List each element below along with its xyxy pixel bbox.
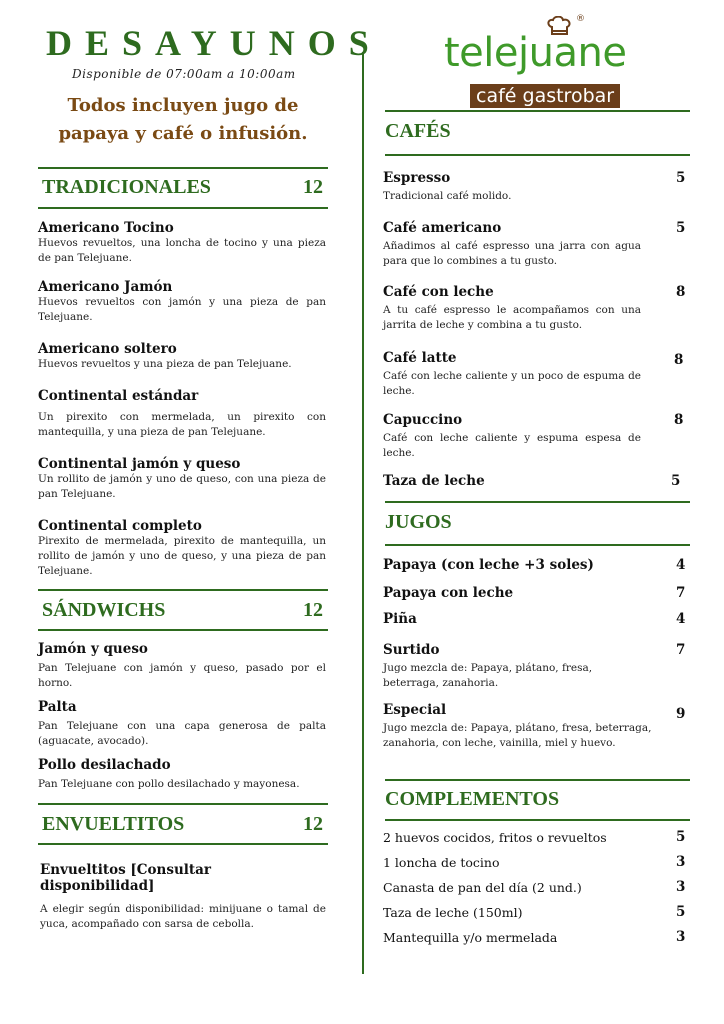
section-title-complementos: COMPLEMENTOS xyxy=(385,788,560,810)
item-description: Jugo mezcla de: Papaya, plátano, fresa, beterraga, zanahoria. xyxy=(383,662,593,689)
item-name: Piña xyxy=(383,611,417,627)
item-description: Café con leche caliente y un poco de espuma de leche. xyxy=(383,370,641,397)
includes-note xyxy=(38,92,328,148)
item-price: 8 xyxy=(674,352,684,368)
item-name: Café latte xyxy=(383,350,457,366)
section-price-envueltitos: 12 xyxy=(303,813,323,835)
item-name: Capuccino xyxy=(383,412,463,428)
menu-item xyxy=(383,473,641,489)
section-title-sandwichs: SÁNDWICHS xyxy=(42,599,166,621)
menu-item xyxy=(383,220,641,269)
menu-item xyxy=(383,642,645,691)
item-name: Taza de leche xyxy=(383,473,485,489)
item-price: 5 xyxy=(676,904,686,920)
menu-item xyxy=(383,702,653,751)
brand-logo xyxy=(444,14,644,110)
menu-item xyxy=(383,557,653,573)
item-price: 3 xyxy=(676,929,686,945)
menu-item xyxy=(38,220,326,266)
item-description: Café con leche caliente y espuma espesa de leche. xyxy=(383,432,641,459)
divider xyxy=(385,501,690,503)
item-name: Papaya con leche xyxy=(383,585,514,601)
item-name: Americano Jamón xyxy=(38,279,173,295)
menu-item xyxy=(38,279,326,325)
item-price: 3 xyxy=(676,854,686,870)
divider xyxy=(385,154,690,156)
divider xyxy=(38,167,328,169)
divider xyxy=(385,779,690,781)
section-title-envueltitos: ENVUELTITOS xyxy=(42,813,185,835)
column-divider xyxy=(362,52,364,974)
item-name: Continental estándar xyxy=(38,388,199,404)
menu-item: Mantequilla y/o mermelada xyxy=(383,930,558,945)
item-price: 5 xyxy=(676,170,686,186)
divider xyxy=(38,629,328,631)
item-name: Espresso xyxy=(383,170,451,186)
item-description: Pan Telejuane con jamón y queso, pasado por el horno. xyxy=(38,662,326,689)
item-description: Un pirexito con mermelada, un pirexito con mantequilla, y una pieza de pan Telejuane. xyxy=(38,411,326,438)
item-price: 5 xyxy=(671,473,681,489)
menu-item xyxy=(383,170,641,204)
item-name: Americano soltero xyxy=(38,341,177,357)
divider xyxy=(38,843,328,845)
item-description: A tu café espresso le acompañamos con una jarrita de leche y combina a tu gusto. xyxy=(383,304,641,331)
menu-item xyxy=(383,350,641,399)
includes-line-2: papaya y café o infusión. xyxy=(58,123,308,144)
item-description: A elegir según disponibilidad: minijuane o tamal de yuca, acompañado con sarsa de cebolla. xyxy=(40,903,326,930)
divider xyxy=(385,544,690,546)
registered-mark: ® xyxy=(576,14,585,24)
section-price-sandwichs: 12 xyxy=(303,599,323,621)
item-price: 4 xyxy=(676,557,686,573)
item-price: 5 xyxy=(676,220,686,236)
item-description: Jugo mezcla de: Papaya, plátano, fresa, beterraga, zanahoria, con leche, vainilla, miel y huevo. xyxy=(383,722,652,749)
divider xyxy=(38,803,328,805)
menu-item xyxy=(38,641,326,691)
menu-item xyxy=(38,388,326,440)
menu-item xyxy=(383,585,653,601)
menu-item xyxy=(40,862,326,932)
item-name: Surtido xyxy=(383,642,440,658)
brand-tagline: café gastrobar xyxy=(470,84,620,108)
item-name: Palta xyxy=(38,699,77,715)
menu-item xyxy=(38,699,326,749)
item-description: Pirexito de mermelada, pirexito de mantequilla, un rollito de jamón y uno de queso, y una pieza de pan Telejuane. xyxy=(38,535,326,577)
item-name: Envueltitos [Consultar disponibilidad] xyxy=(40,862,211,894)
item-price: 3 xyxy=(676,879,686,895)
menu-item xyxy=(383,412,641,461)
item-price: 8 xyxy=(674,412,684,428)
item-name: Café con leche xyxy=(383,284,494,300)
menu-item xyxy=(38,341,326,372)
availability-text: Disponible de 07:00am a 10:00am xyxy=(72,67,296,81)
brand-name: telejuane xyxy=(444,30,627,76)
item-price: 5 xyxy=(676,829,686,845)
item-name: Continental completo xyxy=(38,518,202,534)
menu-item: Canasta de pan del día (2 und.) xyxy=(383,880,582,895)
section-title-tradicionales: TRADICIONALES xyxy=(42,176,211,198)
item-price: 9 xyxy=(676,706,686,722)
item-price: 8 xyxy=(676,284,686,300)
divider xyxy=(385,110,690,112)
menu-item: Taza de leche (150ml) xyxy=(383,905,523,920)
item-description: Pan Telejuane con una capa generosa de palta (aguacate, avocado). xyxy=(38,720,326,747)
item-description: Huevos revueltos con jamón y una pieza de pan Telejuane. xyxy=(38,296,326,323)
divider xyxy=(38,589,328,591)
item-name: Especial xyxy=(383,702,447,718)
page-title: DESAYUNOS xyxy=(46,23,382,63)
menu-item xyxy=(38,456,326,502)
item-description: Añadimos al café espresso una jarra con agua para que lo combines a tu gusto. xyxy=(383,240,641,267)
menu-item xyxy=(383,284,641,333)
section-title-jugos: JUGOS xyxy=(385,511,452,533)
divider xyxy=(385,819,690,821)
divider xyxy=(38,207,328,209)
item-price: 4 xyxy=(676,611,686,627)
item-name: Café americano xyxy=(383,220,502,236)
section-title-cafes: CAFÉS xyxy=(385,120,451,142)
item-description: Un rollito de jamón y uno de queso, con una pieza de pan Telejuane. xyxy=(38,473,326,500)
item-description: Huevos revueltos y una pieza de pan Telejuane. xyxy=(38,358,292,370)
menu-item xyxy=(38,757,326,792)
item-name: Jamón y queso xyxy=(38,641,148,657)
menu-item xyxy=(383,611,653,627)
item-price: 7 xyxy=(676,642,686,658)
menu-item: 2 huevos cocidos, fritos o revueltos xyxy=(383,830,607,845)
item-description: Huevos revueltos, una loncha de tocino y una pieza de pan Telejuane. xyxy=(38,237,326,264)
item-name: Continental jamón y queso xyxy=(38,456,241,472)
item-name: Americano Tocino xyxy=(38,220,174,236)
item-description: Tradicional café molido. xyxy=(383,190,512,202)
menu-item: 1 loncha de tocino xyxy=(383,855,500,870)
item-name: Papaya (con leche +3 soles) xyxy=(383,557,594,573)
item-price: 7 xyxy=(676,585,686,601)
includes-line-1: Todos incluyen jugo de xyxy=(67,95,299,116)
menu-item xyxy=(38,518,326,579)
item-description: Pan Telejuane con pollo desilachado y mayonesa. xyxy=(38,778,300,790)
item-name: Pollo desilachado xyxy=(38,757,171,773)
section-price-tradicionales: 12 xyxy=(303,176,323,198)
